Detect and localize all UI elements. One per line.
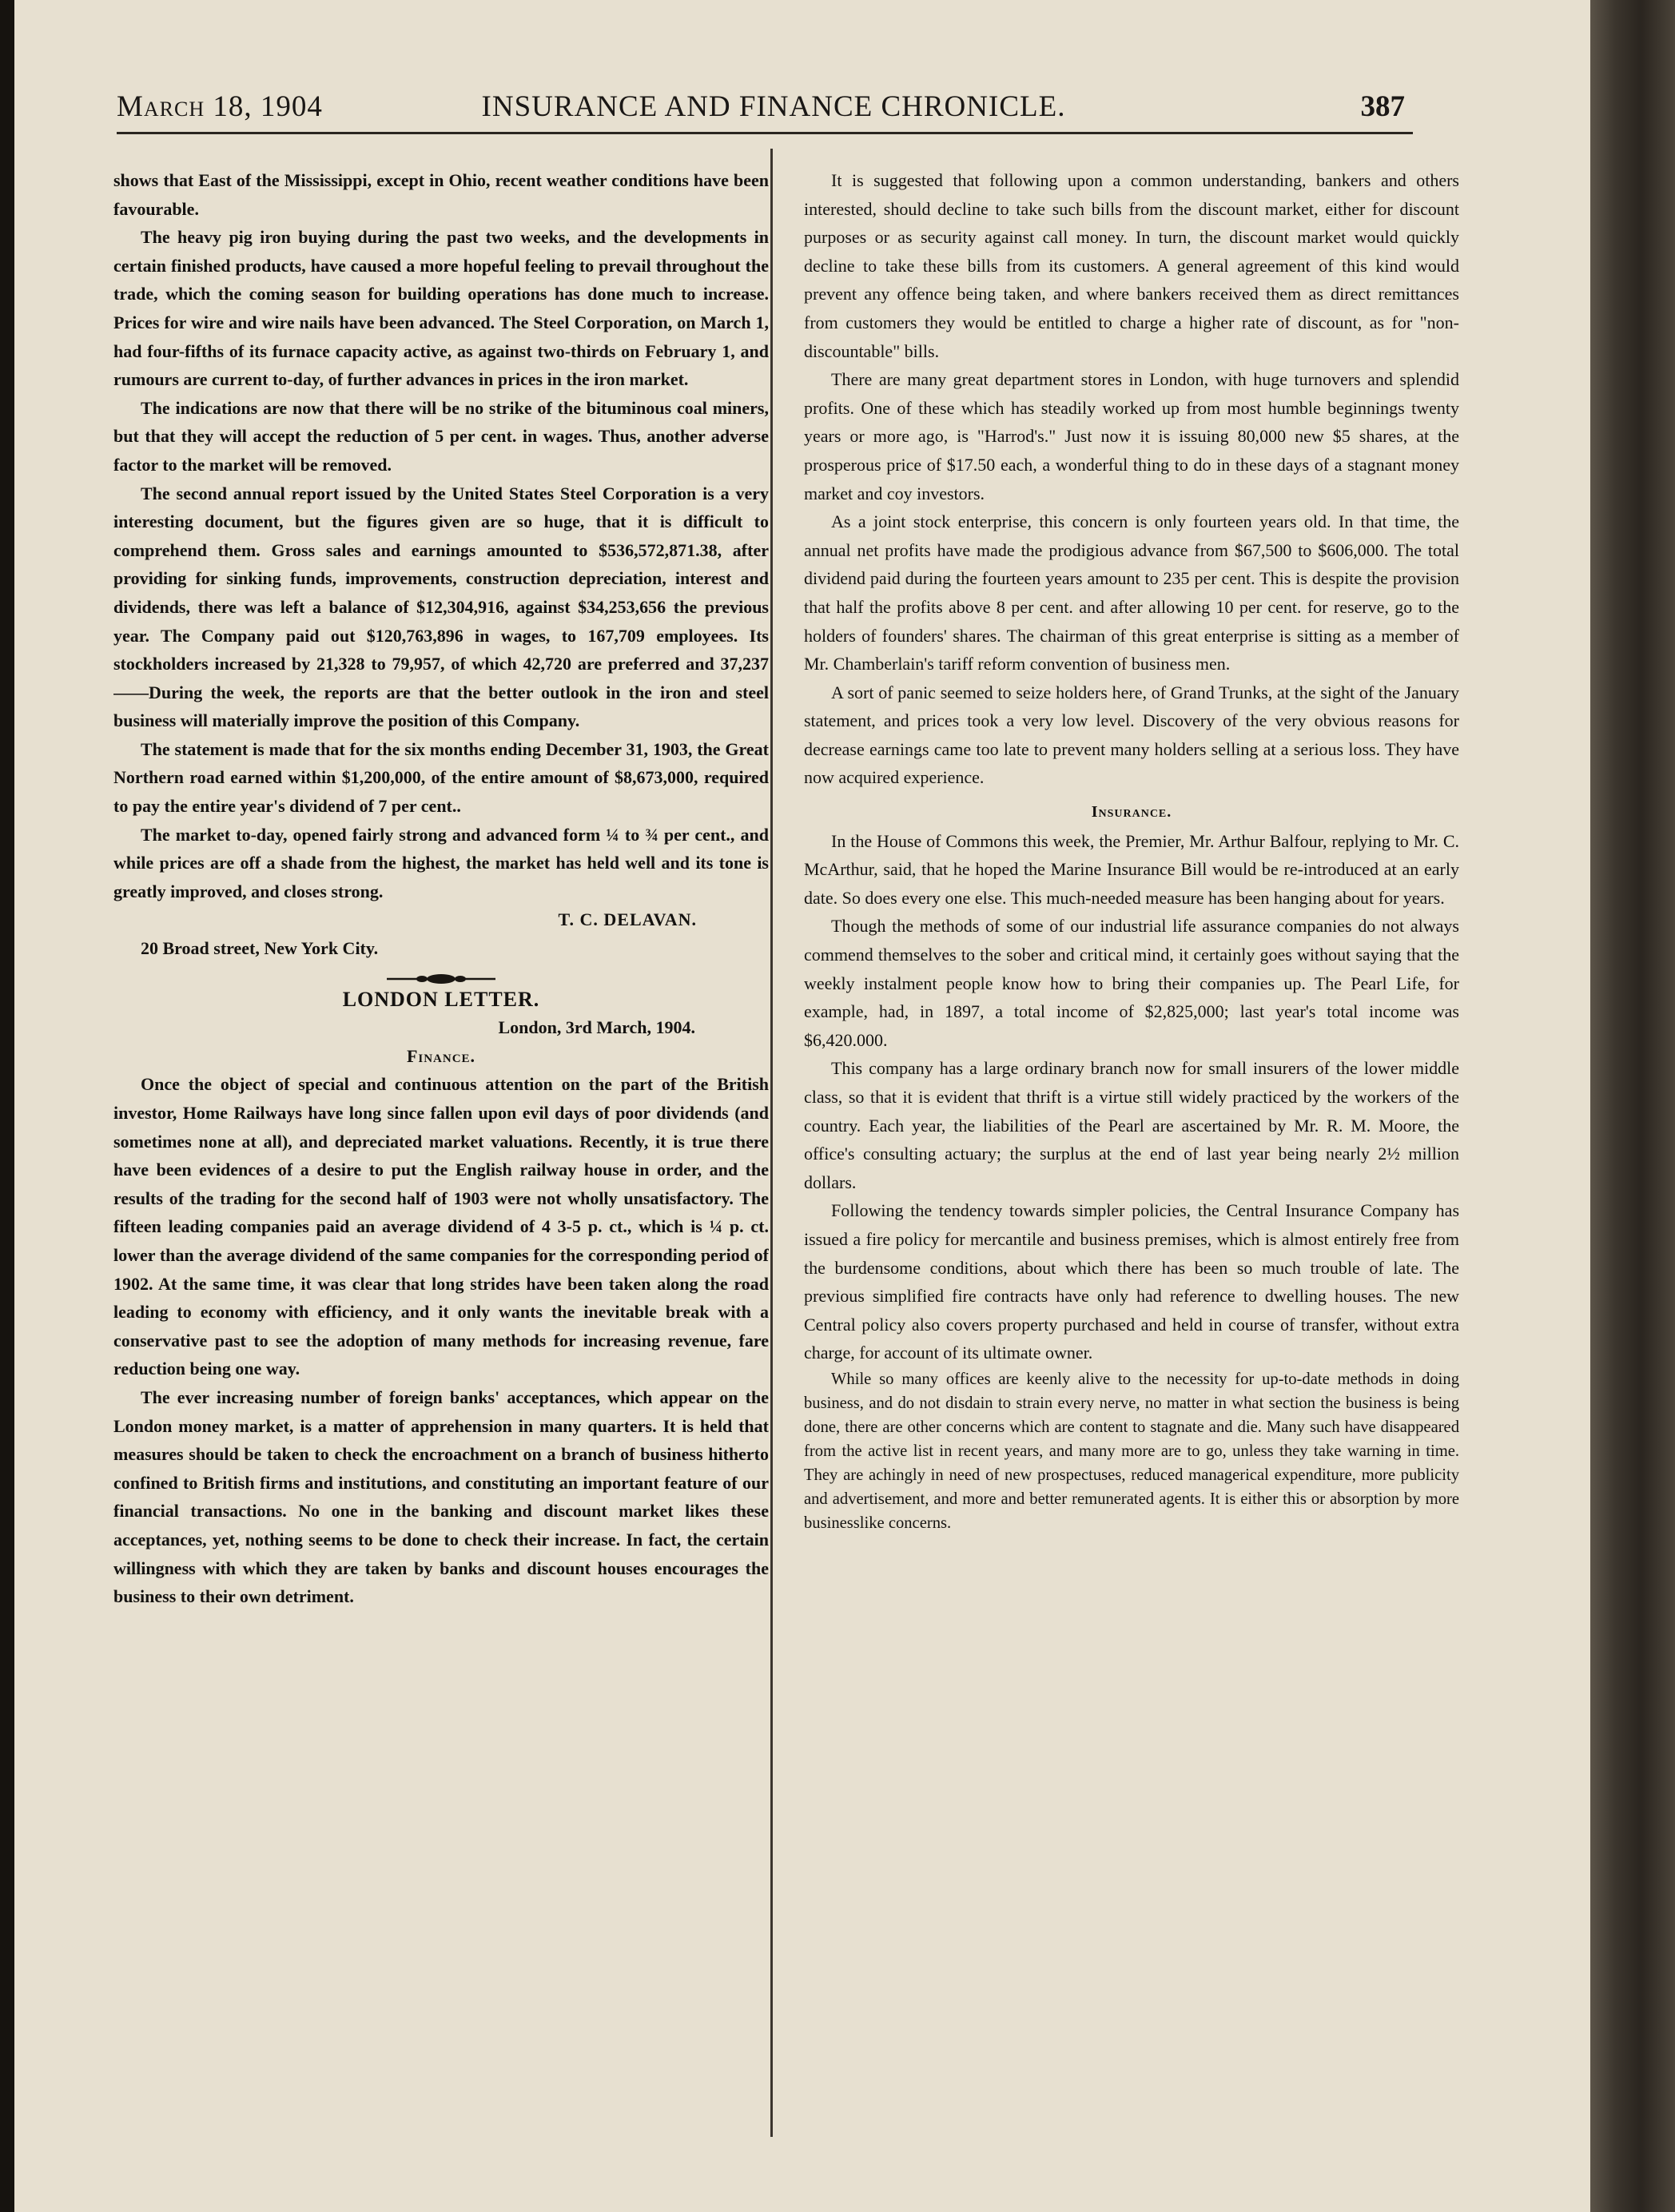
london-letter-headline: LONDON LETTER.	[342, 987, 540, 1011]
header-page-number: 387	[1360, 90, 1405, 123]
article-paragraph: There are many great department stores in London, with huge turnovers and splendid profits. One of these which has steadily worked up from most humble beginnings twenty years or more ago, is "Harrod's." Just now it is issuing 80,000 new $5 shares, at the prosperous price of $17.50 each, a wonderful thing to do in these days of a stagnant money market and coy investors.	[804, 369, 1459, 503]
insurance-paragraph: This company has a large ordinary branch now for small insurers of the lower middle class, so that it is evident that thrift is a virtue still widely practiced by the workers of the country. Each year, the liabilities of the Pearl are ascertained by Mr. R. M. Moore, the office's consulting actuary; the surplus at the end of last year being nearly 2½ million dollars.	[804, 1058, 1459, 1192]
insurance-final-paragraph: While so many offices are keenly alive to the necessity for up-to-date methods in doing business, and do not disdain to strain every nerve, no matter in what section the business is being done, there are other concerns which are content to stagnate and die. Many such have disappeared from the active list in recent years, and many more are to go, unless they take warning in time. They are achingly in need of new prospectuses, reduced managerical expenditure, more publicity and advertisement, and more and better remunerated agents. It is either this or absorption by more businesslike concerns.	[804, 1370, 1459, 1532]
article-paragraph: A sort of panic seemed to seize holders here, of Grand Trunks, at the sight of the January statement, and prices took a very low level. Discovery of the very obvious reasons for decrease earnings came too late to prevent many holders selling at a serious loss. They have now acquired experience.	[804, 682, 1459, 788]
finance-paragraph: Once the object of special and continuous attention on the part of the British investor, Home Railways have long since fallen upon evil days of poor dividends (and sometimes none at all), and depreciated market valuations. Recently, it is true there have been evidences of a desire to put the English railway house in order, and the results of the trading for the second half of 1903 were not wholly unsatisfactory. The fifteen leading companies paid an average dividend of 4 3-5 p. ct., which is ¼ p. ct. lower than the average dividend of the same companies for the corresponding period of 1902. At the same time, it was clear that long strides have been taken along the road leading to economy with efficiency, and it only wants the inevitable break with a conservative past to see the adoption of many methods for increasing revenue, fare reduction being one way.	[113, 1074, 769, 1379]
column-divider	[770, 149, 773, 2137]
insurance-paragraph: In the House of Commons this week, the Premier, Mr. Arthur Balfour, replying to Mr. C. McArthur, said, that he hoped the Marine Insurance Bill would be re-introduced at an early date. So does every one else. This much-needed measure has been hanging about for years.	[804, 830, 1459, 908]
header-title: INSURANCE AND FINANCE CHRONICLE.	[481, 90, 1066, 123]
insurance-paragraph: Following the tendency towards simpler policies, the Central Insurance Company has issued a fire policy for mercantile and business premises, which is almost entirely free from the burdensome conditions, about which there has been so much trouble of late. The previous simplified fire contracts have only had reference to dwelling houses. The new Central policy also covers property purchased and held in course of transfer, without extra charge, for account of its ultimate owner.	[804, 1200, 1459, 1363]
scan-left-edge	[0, 0, 14, 2212]
insurance-heading: Insurance.	[1091, 803, 1172, 822]
newspaper-page	[14, 0, 1590, 2212]
address: 20 Broad street, New York City.	[141, 938, 379, 959]
article-paragraph: The statement is made that for the six months ending December 31, 1903, the Great Northern road earned within $1,200,000, of the entire amount of $8,673,000, required to pay the entire year's dividend of 7 per cent..	[113, 738, 769, 817]
article-paragraph: The indications are now that there will be no strike of the bituminous coal miners, but that they will accept the reduction of 5 per cent. in wages. Thus, another adverse factor to the market will be removed.	[113, 397, 769, 475]
article-paragraph: The second annual report issued by the United States Steel Corporation is a very interesting document, but the figures given are so huge, that it is difficult to comprehend them. Gross sales and earnings amounted to $536,572,871.38, after providing for sinking funds, improvements, construction depreciation, interest and dividends, there was left a balance of $12,304,916, against $34,253,656 the previous year. The Company paid out $120,763,896 in wages, to 167,709 employees. Its stockholders increased by 21,328 to 79,957, of which 42,720 are preferred and 37,237 ——During the week, the reports are that the better outlook in the iron and steel business will materially improve the position of this Company.	[113, 483, 769, 731]
header-date: March 18, 1904	[117, 90, 323, 123]
insurance-paragraph: Though the methods of some of our industrial life assurance companies do not always commend themselves to the sober and critical mind, it certainly goes without saying that the weekly instalment people know how to bring their companies up. The Pearl Life, for example, had, in 1897, a total income of $2,825,000; last year's total income was $6,420.000.	[804, 916, 1459, 1050]
header-rule	[117, 132, 1413, 134]
right-column	[804, 166, 1459, 2148]
left-column	[113, 166, 769, 2148]
book-spine	[1590, 0, 1675, 2212]
ornament-divider-icon	[385, 973, 497, 985]
article-paragraph: It is suggested that following upon a common understanding, bankers and others interested, should decline to take such bills from the discount market, either for discount purposes or as security against call money. In turn, the discount market would quickly decline to take these bills from its customers. A general agreement of this kind would prevent any offence being taken, and where bankers received them as direct remittances from customers they would be entitled to charge a higher rate of discount, as for "non-discountable" bills.	[804, 170, 1459, 361]
article-paragraph: As a joint stock enterprise, this concern is only fourteen years old. In that time, the annual net profits have made the prodigious advance from $67,500 to $606,000. The total dividend paid during the fourteen years amount to 235 per cent. This is despite the provision that half the profits above 8 per cent. and after allowing 10 per cent. for reserve, go to the holders of founders' shares. The chairman of this great enterprise is sitting as a member of Mr. Chamberlain's tariff reform convention of business men.	[804, 511, 1459, 674]
article-paragraph: The heavy pig iron buying during the past two weeks, and the developments in certain finished products, have caused a more hopeful feeling to prevail throughout the trade, which the coming season for building operations has done much to increase. Prices for wire and wire nails have been advanced. The Steel Corporation, on March 1, had four-fifths of its furnace capacity active, as against two-thirds on February 1, and rumours are current to-day, of further advances in prices in the iron market.	[113, 227, 769, 390]
finance-heading: Finance.	[406, 1045, 476, 1066]
london-dateline: London, 3rd March, 1904.	[498, 1017, 695, 1038]
signature: T. C. DELAVAN.	[558, 909, 697, 930]
article-paragraph: The market to-day, opened fairly strong and advanced form ¼ to ¾ per cent., and while prices are off a shade from the highest, the market has held well and its tone is greatly improved, and closes strong.	[113, 824, 769, 901]
article-paragraph: shows that East of the Mississippi, except in Ohio, recent weather conditions have been favourable.	[113, 170, 769, 219]
finance-paragraph: The ever increasing number of foreign banks' acceptances, which appear on the London money market, is a matter of apprehension in many quarters. It is held that measures should be taken to check the encroachment on a branch of business hitherto confined to British firms and institutions, and constituting an important feature of our financial transactions. No one in the banking and discount market likes these acceptances, yet, nothing seems to be done to check their increase. In fact, the certain willingness with which they are taken by banks and discount houses encourages the business to their own detriment.	[113, 1386, 769, 1607]
